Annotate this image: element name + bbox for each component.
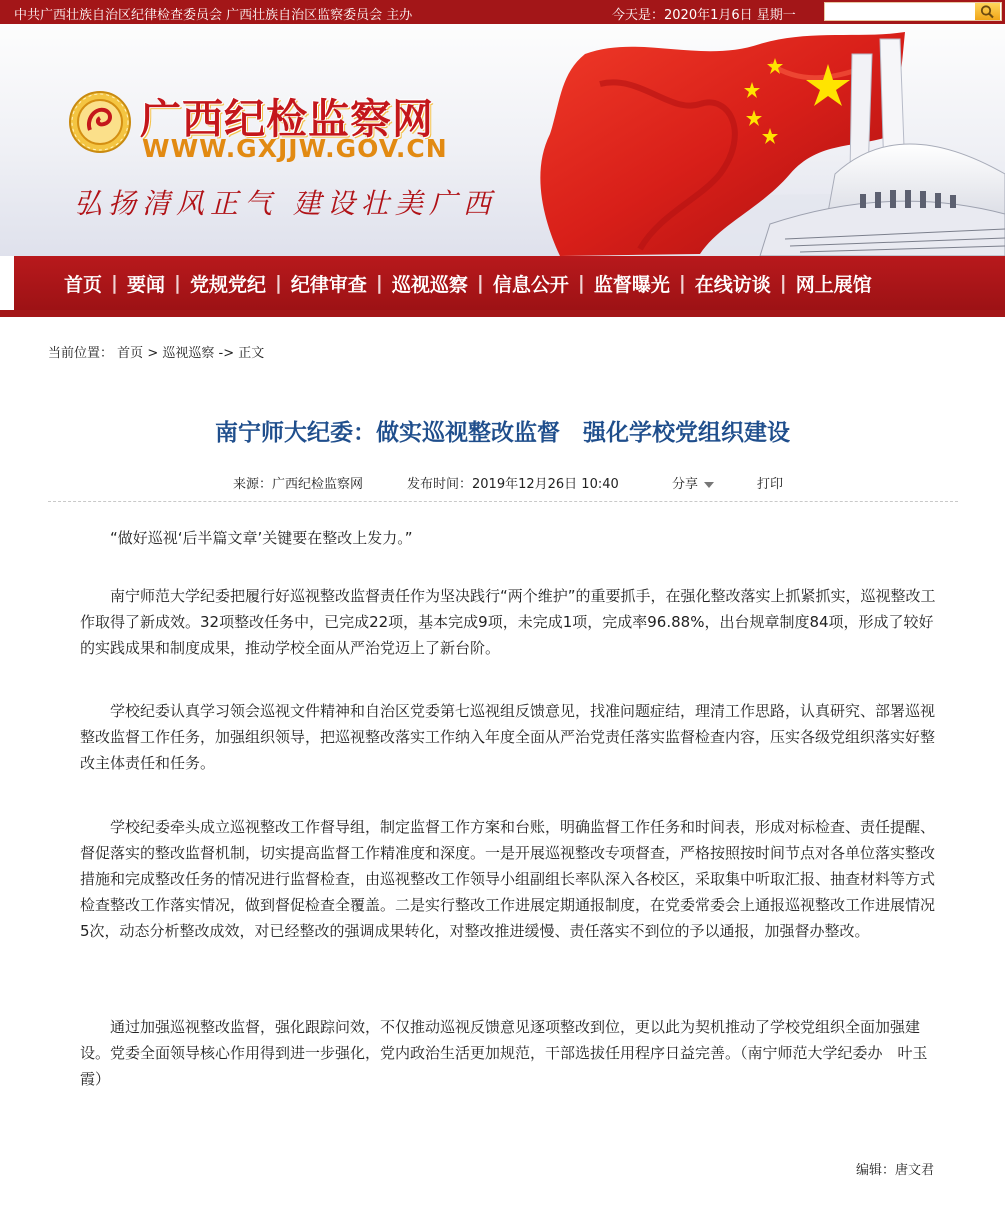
banner-slogan: 弘扬清风正气 建设壮美广西 <box>74 187 497 220</box>
nav-item-party-rules[interactable]: 党规党纪 <box>189 273 266 296</box>
nav-item-online-exhibition[interactable]: 网上展馆 <box>795 273 872 296</box>
nav-separator: | <box>779 272 787 294</box>
nav-item-information-disclosure[interactable]: 信息公开 <box>492 273 569 296</box>
article-paragraph: 学校纪委牵头成立巡视整改工作督导组，制定监督工作方案和台账，明确监督工作任务和时间表，形成对标检查、责任提醒、督促落实的整改监督机制，切实提高监督工作精准度和深度。一是开展巡视整改专项督查，严格按照按时间节点对各单位落实整改措施和完成整改任务的情况进行监督检查，由巡视整改工作领导小组副组长率队深入各校区，采取集中听取汇报、抽查材料等方式检查整改工作落实情况，做到督促检查全覆盖。二是实行整改工作进展定期通报制度，在党委常委会上通报巡视整改工作进展情况5次，动态分析整改成效，对已经整改的强调成果转化，对整改推进缓慢、责任落实不到位的予以通报，加强督办整改。 <box>80 818 936 940</box>
search-icon <box>975 3 1000 20</box>
top-strip <box>0 0 1005 24</box>
breadcrumb <box>48 342 264 361</box>
article-title: 南宁师大纪委：做实巡视整改监督 强化学校党组织建设 <box>215 420 790 446</box>
breadcrumb-current: 正文 <box>238 346 265 361</box>
nav-separator: | <box>173 272 181 294</box>
share-button[interactable] <box>672 473 714 492</box>
search-button[interactable] <box>975 3 1000 20</box>
nav-item-online-interview[interactable]: 在线访谈 <box>694 273 771 296</box>
emblem-icon <box>68 90 132 154</box>
print-button[interactable]: 打印 <box>757 477 784 492</box>
site-banner <box>0 24 1005 256</box>
host-organization-text: 中共广西壮族自治区纪律检查委员会 广西壮族自治区监察委员会 主办 <box>14 8 413 23</box>
article-source: 来源：广西纪检监察网 <box>233 477 364 492</box>
search-input[interactable] <box>825 3 975 20</box>
nav-separator: | <box>476 272 484 294</box>
site-name: 广西纪检监察网 <box>140 95 434 143</box>
nav-item-inspection[interactable]: 巡视巡察 <box>391 273 468 296</box>
breadcrumb-separator: > <box>147 346 159 361</box>
nav-item-discipline-review[interactable]: 纪律审查 <box>290 273 367 296</box>
nav-separator: | <box>678 272 686 294</box>
article-paragraph: “做好巡视‘后半篇文章’关键要在整改上发力。” <box>110 529 413 547</box>
site-url: WWW.GXJJW.GOV.CN <box>142 134 448 163</box>
article-publish-time: 发布时间：2019年12月26日 10:40 <box>407 477 619 492</box>
breadcrumb-separator: -> <box>218 346 235 361</box>
meta-divider <box>48 501 958 502</box>
current-date-text: 今天是：2020年1月6日 星期一 <box>612 8 796 23</box>
nav-separator: | <box>274 272 282 294</box>
nav-underline <box>0 310 1005 317</box>
nav-item-home[interactable]: 首页 <box>64 273 103 296</box>
breadcrumb-home-link[interactable]: 首页 <box>117 346 144 361</box>
share-label: 分享 <box>672 477 699 492</box>
main-navigation <box>14 256 1005 311</box>
nav-separator: | <box>111 272 118 294</box>
nav-item-supervision-exposure[interactable]: 监督曝光 <box>593 273 670 296</box>
chevron-down-icon <box>704 482 714 488</box>
nav-item-news[interactable]: 要闻 <box>126 273 165 296</box>
breadcrumb-section-link[interactable]: 巡视巡察 <box>162 346 215 361</box>
article-paragraph: 学校纪委认真学习领会巡视文件精神和自治区党委第七巡视组反馈意见，找准问题症结，理清工作思路，认真研究、部署巡视整改监督工作任务，加强组织领导，把巡视整改落实工作纳入年度全面从严治党责任落实监督检查内容，压实各级党组织落实好整改主体责任和任务。 <box>80 702 936 772</box>
search-box <box>824 2 1002 21</box>
nav-separator: | <box>375 272 383 294</box>
article-paragraph: 南宁师范大学纪委把履行好巡视整改监督责任作为坚决践行“两个维护”的重要抓手，在强化整改落实上抓紧抓实，巡视整改工作取得了新成效。32项整改任务中，已完成22项，基本完成9项，未完成1项，完成率96.88%，出台规章制度84项，形成了较好的实践成果和制度成果，推动学校全面从严治党迈上了新台阶。 <box>80 587 936 657</box>
nav-separator: | <box>577 272 585 294</box>
breadcrumb-label: 当前位置： <box>48 346 114 361</box>
article-editor: 编辑：唐文君 <box>856 1163 935 1178</box>
article-paragraph: 通过加强巡视整改监督，强化跟踪问效，不仅推动巡视反馈意见逐项整改到位，更以此为契机推动了学校党组织全面加强建设。党委全面领导核心作用得到进一步强化，党内政治生活更加规范，干部选拔任用程序日益完善。（南宁师范大学纪委办 叶玉霞） <box>80 1018 928 1088</box>
